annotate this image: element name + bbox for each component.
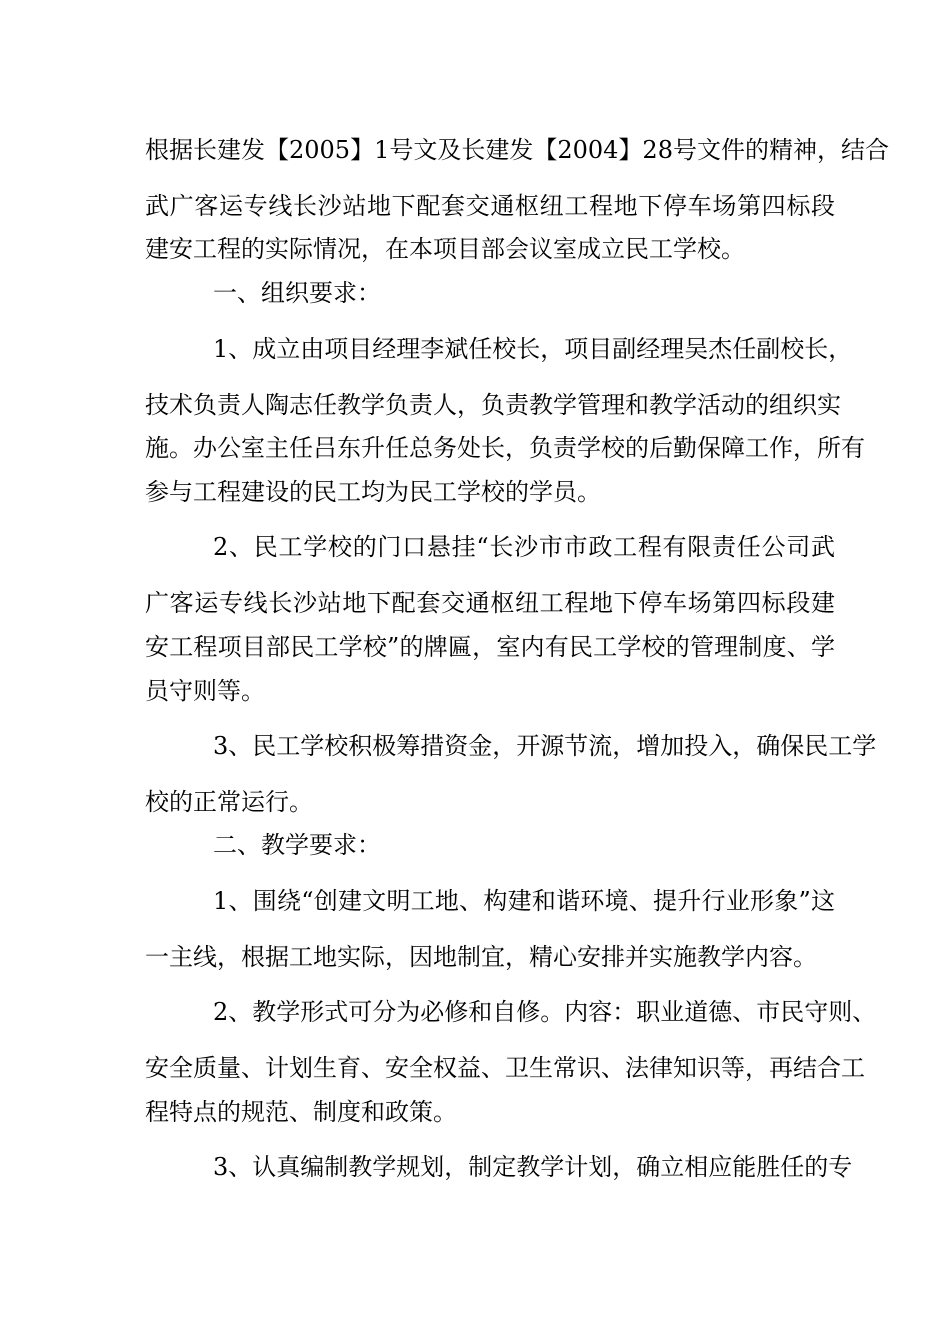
body-text-line: 安工程项目部民工学校”的牌匾，室内有民工学校的管理制度、学 <box>145 633 835 661</box>
body-text-line: 3、认真编制教学规划，制定教学计划，确立相应能胜任的专 <box>213 1153 853 1181</box>
body-text-line: 根据长建发【2005】1号文及长建发【2004】28号文件的精神，结合 <box>145 136 889 164</box>
body-text-line: 2、教学形式可分为必修和自修。内容：职业道德、市民守则、 <box>213 998 877 1026</box>
section-heading: 二、教学要求： <box>213 831 381 859</box>
body-text-line: 1、成立由项目经理李斌任校长，项目副经理吴杰任副校长， <box>213 335 853 363</box>
body-text-line: 员守则等。 <box>145 677 265 705</box>
body-text-line: 安全质量、计划生育、安全权益、卫生常识、法律知识等，再结合工 <box>145 1054 865 1082</box>
body-text-line: 一主线，根据工地实际，因地制宜，精心安排并实施教学内容。 <box>145 943 817 971</box>
section-heading: 一、组织要求： <box>213 279 381 307</box>
body-text-line: 程特点的规范、制度和政策。 <box>145 1098 457 1126</box>
body-text-line: 2、民工学校的门口悬挂“长沙市市政工程有限责任公司武 <box>213 533 835 561</box>
body-text-line: 3、民工学校积极筹措资金，开源节流，增加投入，确保民工学 <box>213 732 877 760</box>
body-text-line: 建安工程的实际情况，在本项目部会议室成立民工学校。 <box>145 235 745 263</box>
body-text-line: 广客运专线长沙站地下配套交通枢纽工程地下停车场第四标段建 <box>145 589 835 617</box>
body-text-line: 武广客运专线长沙站地下配套交通枢纽工程地下停车场第四标段 <box>145 192 835 220</box>
body-text-line: 校的正常运行。 <box>145 788 313 816</box>
body-text-line: 1、围绕“创建文明工地、构建和谐环境、提升行业形象”这 <box>213 887 835 915</box>
body-text-line: 技术负责人陶志任教学负责人，负责教学管理和教学活动的组织实 <box>145 391 841 419</box>
body-text-line: 施。办公室主任吕东升任总务处长，负责学校的后勤保障工作，所有 <box>145 434 865 462</box>
body-text-line: 参与工程建设的民工均为民工学校的学员。 <box>145 478 601 506</box>
